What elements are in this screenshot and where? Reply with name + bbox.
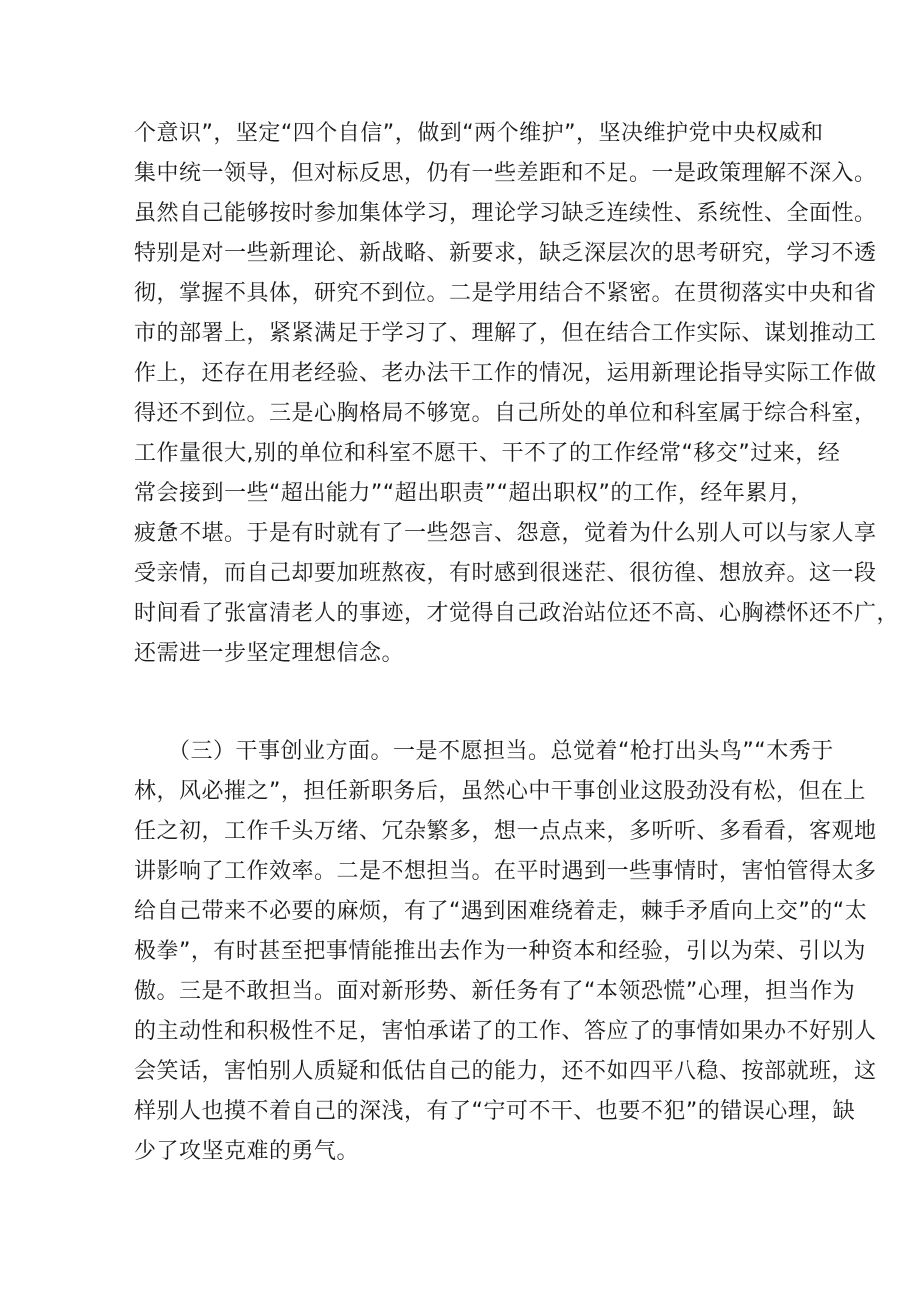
text-line: 任之初，工作千头万绪、冗杂繁多，想一点点来，多听听、多看看，客观地 xyxy=(134,819,877,844)
text-line: 工作量很大,别的单位和科室不愿干、干不了的工作经常“移交”过来，经 xyxy=(134,441,841,466)
paragraph-2 xyxy=(134,732,877,1172)
text-line: 受亲情，而自己却要加班熬夜，有时感到很迷茫、很彷徨、想放弃。这一段 xyxy=(134,561,877,586)
text-line: 彻，掌握不具体，研究不到位。二是学用结合不紧密。在贯彻落实中央和省 xyxy=(134,281,877,306)
text-line: 的主动性和积极性不足，害怕承诺了的工作、答应了的事情如果办不好别人 xyxy=(134,1019,877,1044)
text-line: 傲。三是不敢担当。面对新形势、新任务有了“本领恐慌”心理，担当作为 xyxy=(134,979,856,1004)
text-line: 市的部署上，紧紧满足于学习了、理解了，但在结合工作实际、谋划推动工 xyxy=(134,321,877,346)
text-line: （三）干事创业方面。一是不愿担当。总觉着“枪打出头鸟”“木秀于 xyxy=(134,739,834,764)
text-line: 少了攻坚克难的勇气。 xyxy=(134,1139,360,1164)
text-line: 虽然自己能够按时参加集体学习，理论学习缺乏连续性、系统性、全面性。 xyxy=(134,201,877,226)
text-line: 集中统一领导，但对标反思，仍有一些差距和不足。一是政策理解不深入。 xyxy=(134,161,877,186)
text-line: 给自己带来不必要的麻烦，有了“遇到困难绕着走，棘手矛盾向上交”的“太 xyxy=(134,899,868,924)
text-line: 作上，还存在用老经验、老办法干工作的情况，运用新理论指导实际工作做 xyxy=(134,361,877,386)
text-line: 常会接到一些“超出能力”“超出职责”“超出职权”的工作，经年累月， xyxy=(134,481,813,506)
text-line: 林，风必摧之”，担任新职务后，虽然心中干事创业这股劲没有松，但在上 xyxy=(134,779,866,804)
text-line: 时间看了张富清老人的事迹，才觉得自己政治站位还不高、心胸襟怀还不广， xyxy=(134,601,900,626)
text-line: 个意识”，坚定“四个自信”，做到“两个维护”，坚决维护党中央权威和 xyxy=(134,121,824,146)
text-line: 得还不到位。三是心胸格局不够宽。自己所处的单位和科室属于综合科室， xyxy=(134,401,877,426)
paragraph-1 xyxy=(134,114,900,674)
text-line: 讲影响了工作效率。二是不想担当。在平时遇到一些事情时，害怕管得太多 xyxy=(134,859,877,884)
text-line: 特别是对一些新理论、新战略、新要求，缺乏深层次的思考研究，学习不透 xyxy=(134,241,877,266)
text-line: 样别人也摸不着自己的深浅，有了“宁可不干、也要不犯”的错误心理，缺 xyxy=(134,1099,856,1124)
text-line: 会笑话，害怕别人质疑和低估自己的能力，还不如四平八稳、按部就班，这 xyxy=(134,1059,877,1084)
text-line: 疲惫不堪。于是有时就有了一些怨言、怨意，觉着为什么别人可以与家人享 xyxy=(134,521,877,546)
text-line: 极拳”，有时甚至把事情能推出去作为一种资本和经验，引以为荣、引以为 xyxy=(134,939,866,964)
text-line: 还需进一步坚定理想信念。 xyxy=(134,641,405,666)
